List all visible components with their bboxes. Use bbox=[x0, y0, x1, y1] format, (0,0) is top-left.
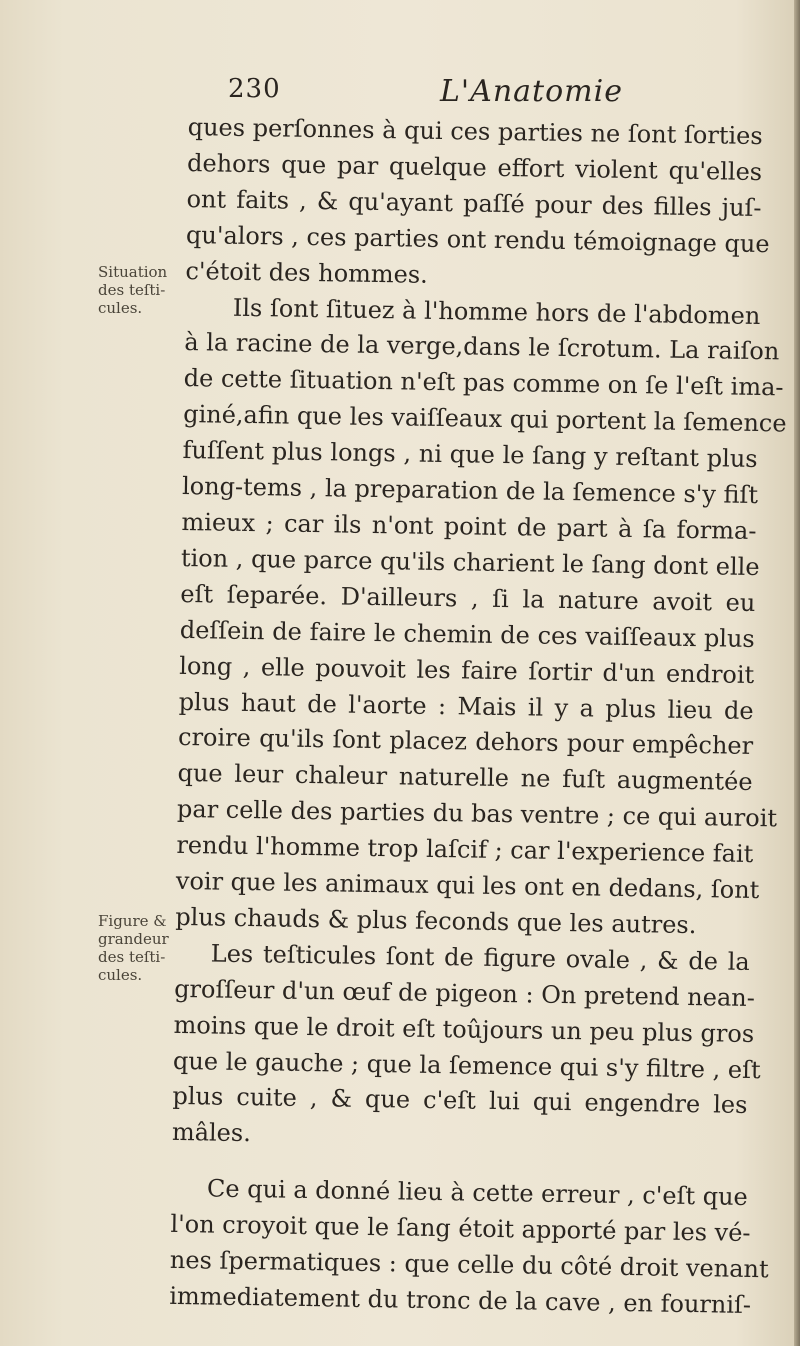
text-line: l'on croyoit que le ſang étoit apporté par les vé- bbox=[170, 1210, 751, 1248]
text-line: plus chauds & plus feconds que les autres. bbox=[175, 902, 697, 940]
text-line: Ils ſont ſituez à l'homme hors de l'abdomen bbox=[232, 293, 761, 330]
margin-note-line: cules. bbox=[98, 299, 143, 317]
text-line: moins que le droit eſt toûjours un peu plus gros bbox=[173, 1010, 755, 1048]
page-edge bbox=[794, 0, 800, 1346]
text-line: fuſſent plus longs , ni que le ſang y reſtant plus bbox=[182, 436, 758, 474]
text-line: deſſein de faire le chemin de ces vaiſſeaux plus bbox=[179, 615, 755, 653]
margin-note-line: Situation bbox=[98, 263, 168, 281]
margin-note-line: Figure & bbox=[98, 912, 167, 930]
text-line: c'étoit des hommes. bbox=[185, 256, 429, 289]
text-line: de cette ſituation n'eſt pas comme on ſe l'eſt ima- bbox=[183, 364, 784, 402]
text-line: dehors que par quelque effort violent qu'elles bbox=[186, 148, 763, 186]
text-line: eſt ſeparée. D'ailleurs , ſi la nature avoit eu bbox=[180, 579, 756, 617]
text-line: à la racine de la verge,dans le ſcrotum. La raiſon bbox=[184, 328, 780, 366]
text-line: voir que les animaux qui les ont en dedans, ſont bbox=[175, 866, 760, 905]
text-line: mâles. bbox=[171, 1118, 252, 1148]
text-line: immediatement du tronc de la cave , en fourniſ- bbox=[169, 1281, 752, 1319]
text-line: plus haut de l'aorte : Mais il y a plus lieu de bbox=[178, 687, 754, 725]
page-number: 230 bbox=[228, 74, 281, 104]
body-text bbox=[169, 110, 787, 1324]
text-line: croire qu'ils ſont placez dehors pour empêcher bbox=[177, 723, 754, 761]
text-line: long , elle pouvoit les faire ſortir d'un endroit bbox=[179, 651, 755, 689]
text-line: tion , que parce qu'ils charient le ſang dont elle bbox=[180, 543, 760, 581]
text-line: que leur chaleur naturelle ne fuſt augmentée bbox=[177, 759, 753, 797]
text-line: ques perſonnes à qui ces parties ne ſont ſorties bbox=[187, 112, 763, 151]
margin-note-line: des teſti- bbox=[98, 281, 166, 299]
running-head: L'Anatomie bbox=[440, 74, 623, 109]
text-line: giné,afin que les vaiſſeaux qui portent la ſemence bbox=[183, 400, 787, 438]
margin-note-line: cules. bbox=[98, 966, 143, 984]
margin-note-line: des teſti- bbox=[98, 948, 166, 966]
text-line: par celle des parties du bas ventre ; ce qui auroit bbox=[176, 795, 778, 833]
margin-note-line: grandeur bbox=[98, 930, 169, 948]
text-line: mieux ; car ils n'ont point de part à ſa forma- bbox=[181, 507, 757, 545]
text-line: nes ſpermatiques : que celle du côté droit venant bbox=[169, 1245, 769, 1284]
page-header bbox=[228, 74, 748, 114]
text-line: que le gauche ; que la ſemence qui s'y filtre , eſt bbox=[172, 1046, 761, 1084]
text-line: groſſeur d'un œuf de pigeon : On pretend nean- bbox=[173, 974, 756, 1012]
text-line: long-tems , la preparation de la ſemence s'y fiſt bbox=[181, 472, 759, 510]
text-line: qu'alors , ces parties ont rendu témoignage que bbox=[185, 220, 770, 258]
margin-note-situation bbox=[98, 263, 184, 317]
text-line: ont faits , & qu'ayant paſſé pour des filles juſ- bbox=[186, 184, 762, 222]
text-line: rendu l'homme trop laſcif ; car l'experience fait bbox=[176, 831, 754, 869]
text-line: Les teſticules ſont de figure ovale , & de la bbox=[210, 939, 750, 976]
text-line: Ce qui a donné lieu à cette erreur , c'eſt que bbox=[206, 1174, 748, 1212]
text-line: plus cuite , & que c'eſt lui qui engendre les bbox=[172, 1082, 748, 1120]
margin-note-figure bbox=[98, 912, 184, 984]
